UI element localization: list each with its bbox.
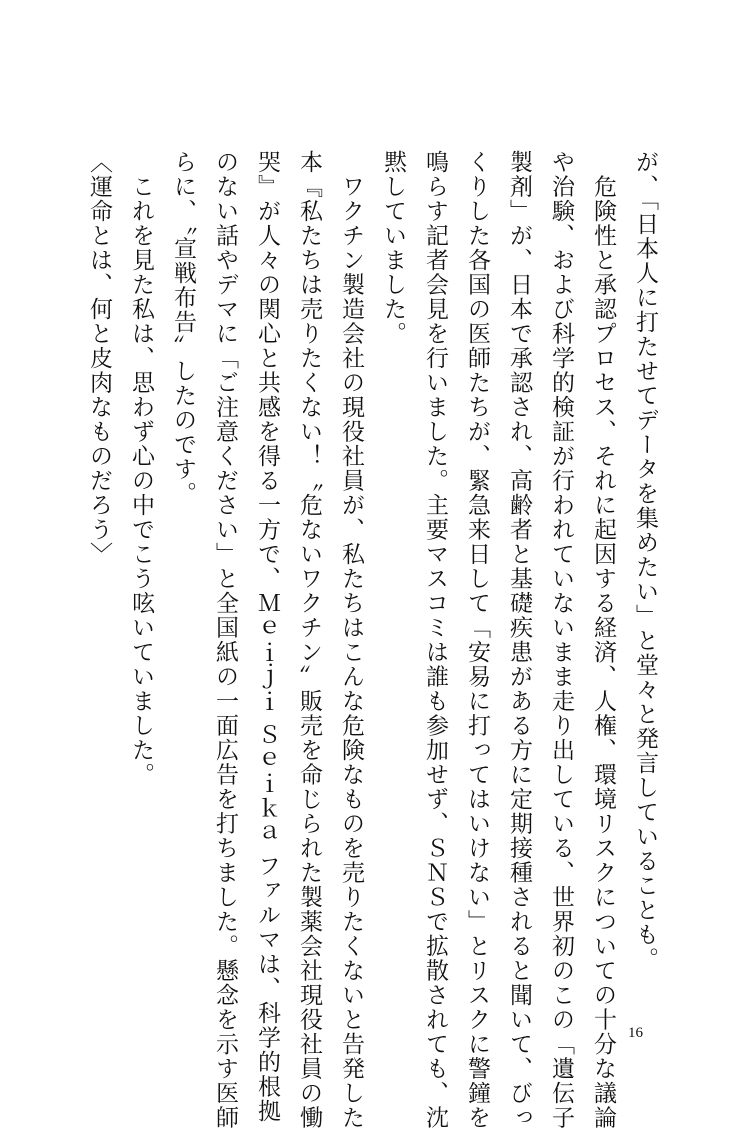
text-line: らに、〝宣戦布告〟したのです。 [170, 150, 196, 506]
page-number: 16 [628, 1025, 643, 1041]
text-line: 黙していました。 [380, 150, 406, 346]
text-line: くりした各国の医師たちが、緊急来日して「安易に打ってはいけない」とリスクに警鐘を [464, 150, 490, 1130]
text-line: のない話やデマに「ご注意ください」と全国紙の一面広告を打ちました。懸念を示す医師 [212, 150, 238, 1130]
text-line: 危険性と承認プロセス、それに起因する経済、人権、環境リスクについての十分な議論 [590, 150, 616, 1130]
text-line: 哭』が人々の関心と共感を得る一方で、Ｍｅｉｊｉ Ｓｅｉｋａ ファルマは、科学的根拠 [254, 150, 280, 1124]
vertical-text-body [78, 150, 666, 1130]
text-line: 本『私たちは売りたくない！〝危ないワクチン〟販売を命じられた製薬会社現役社員の慟 [296, 150, 322, 1130]
text-line: が、「日本人に打たせてデータを集めたい」と堂々と発言していることも。 [632, 150, 658, 972]
text-line: 〈運命とは、何と皮肉なものだろう〉 [86, 150, 112, 567]
text-line: 鳴らす記者会見を行いました。主要マスコミは誰も参加せず、ＳＮＳで拡散されても、沈 [422, 150, 448, 1130]
text-line: ワクチン製造会社の現役社員が、私たちはこんな危険なものを売りたくないと告発した [338, 150, 364, 1130]
text-line: や治験、および科学的検証が行われていないまま走り出している、世界初のこの「遺伝子 [548, 150, 574, 1130]
text-line: これを見た私は、思わず心の中でこう呟いていました。 [128, 150, 154, 787]
text-line: 製剤」が、日本で承認され、高齢者と基礎疾患がある方に定期接種されると聞いて、びっ [506, 150, 532, 1130]
